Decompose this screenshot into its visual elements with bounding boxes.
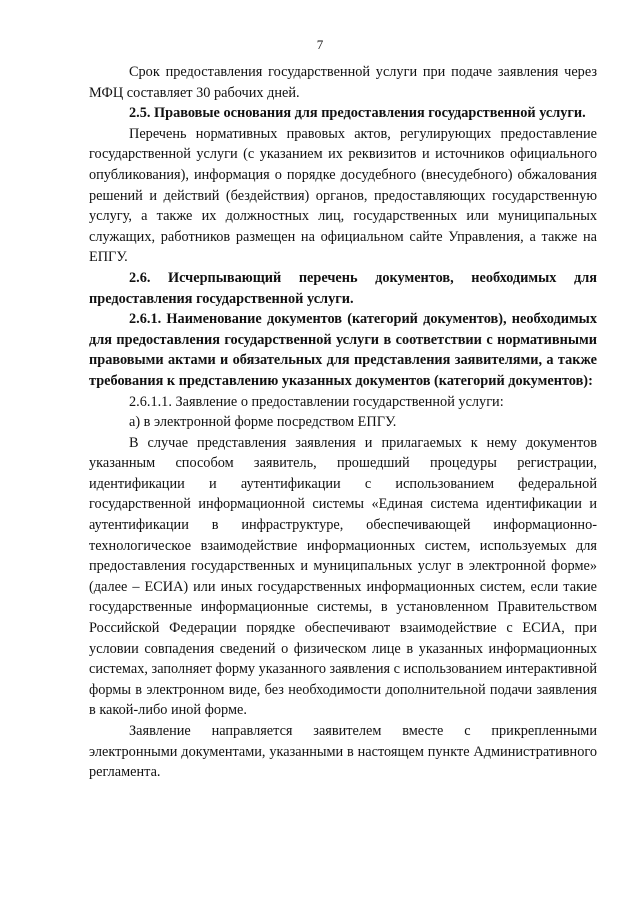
paragraph-electronic-form: а) в электронной форме посредством ЕПГУ. <box>129 414 397 431</box>
heading-legal-grounds: 2.5. Правовые основания для предоставления государственной услуги. <box>129 105 586 122</box>
document-body <box>89 62 597 783</box>
paragraph-service-term: Срок предоставления государственной услуги при подаче заявления через МФЦ составляет 30 рабочих дней. <box>89 64 597 101</box>
page-number: 7 <box>316 37 324 52</box>
heading-documents-names: 2.6.1. Наименование документов (категорий документов), необходимых для предоставления государственной услуги в соответствии с нормативными правовыми актами и обязательных для представления заявителями, а также требования к представлению указанных документов (категорий документов): <box>89 311 597 389</box>
paragraph-application-item: 2.6.1.1. Заявление о предоставлении государственной услуги: <box>129 393 504 410</box>
paragraph-esia-procedure: В случае представления заявления и прилагаемых к нему документов указанным способом заявитель, прошедший процедуры регистрации, идентификации и аутентификации с использованием федеральной государственной информационной системы «Единая система идентификации и аутентификации в инфраструктуре, обеспечивающей информационно-технологическое взаимодействие информационных систем, используемых для предоставления государственных и муниципальных услуг в электронной форме» (далее – ЕСИА) или иных государственных информационных систем, если такие государственные информационные системы, в установленном Правительством Российской Федерации порядке обеспечивают взаимодействие с ЕСИА, при условии совпадения сведений о физическом лице в указанных информационных системах, заполняет форму указанного заявления с использованием интерактивной формы в электронном виде, без необходимости дополнительной подачи заявления в какой-либо иной форме. <box>89 434 597 719</box>
paragraph-legal-acts-list: Перечень нормативных правовых актов, регулирующих предоставление государственной услуги (с указанием их реквизитов и источников официального опубликования), информация о порядке досудебного (внесудебного) обжалования решений и действий (бездействия) органов, предоставляющих государственную услугу, а также их должностных лиц, государственных или муниципальных служащих, работников размещен на официальном сайте Управления, а также на ЕПГУ. <box>89 125 597 266</box>
heading-documents-list: 2.6. Исчерпывающий перечень документов, необходимых для предоставления государственной услуги. <box>89 269 597 307</box>
paragraph-application-sending: Заявление направляется заявителем вместе с прикрепленными электронными документами, указанными в настоящем пункте Административного регламента. <box>89 723 597 781</box>
